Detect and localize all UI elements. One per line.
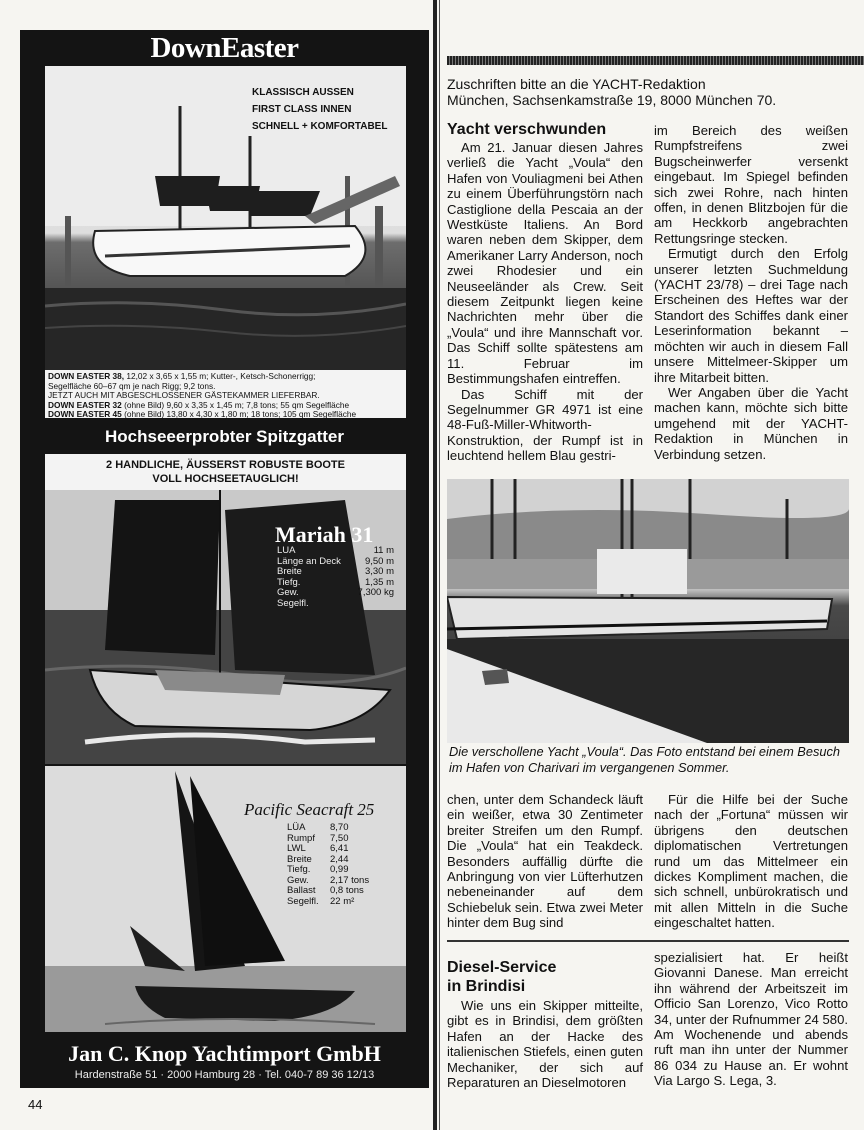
heading-line: Diesel-Service xyxy=(447,959,557,976)
boats-claim-line: 2 HANDLICHE, ÄUSSERST ROBUSTE BOOTE xyxy=(106,459,345,471)
page-number: 44 xyxy=(28,1097,43,1112)
spec-value: 2,44 xyxy=(330,853,349,865)
header-band xyxy=(447,56,864,65)
spec-line: JETZT AUCH MIT ABGESCHLOSSENER GÄSTEKAMMER LIEFERBAR. xyxy=(48,390,320,401)
article-paragraph: Am 21. Januar diesen Jahres verließ die Yacht „Voula“ den Hafen von Vouliagmeni bei Athen zu einem Überführungstörn nach Castiglione della Pescaia an der Westküste Italiens. An Bord waren neben dem Skipper, dem Amerikaner Larry Anderson, noch zwei Rhodesier und ein Neuseeländer als Crew. Seit diesem Zeitpunkt liegen keine Nachrichten mehr über die „Voula“ und ihre Mannschaft vor. Das Schiff sollte spätestens am 11. Februar im Bestimmungshafen eintreffen. xyxy=(447,140,643,387)
spec-value: 9,50 m xyxy=(364,555,394,567)
spec-value: 2,17 tons xyxy=(330,874,370,886)
spec-label: LUA xyxy=(277,545,296,556)
slogan-line: SCHNELL + KOMFORTABEL xyxy=(252,121,388,132)
slogan-line: FIRST CLASS INNEN xyxy=(252,104,352,115)
article-column xyxy=(654,950,848,1089)
ad-title: DownEaster xyxy=(150,32,299,64)
pacific-specs-values xyxy=(330,823,369,907)
article-paragraph: Wer Angaben über die Yacht machen kann, möchte sich bitte umgehend mit der YACHT-Redaktion in München in Verbindung setzen. xyxy=(654,384,848,462)
downeaster-specs xyxy=(45,370,406,418)
article-paragraph: spezialisiert hat. Er heißt Giovanni Danese. Man erreicht ihn während der Arbeitszeit im Officio San Lorenzo, Vico Rotto 34, unter der Rufnummer 24 580. Am Wochenende und abends ruft man ihn unter der Nummer 86 034 zu Hause an. Er wohnt Via Largo S. Lega, 3. xyxy=(654,950,848,1089)
article-column xyxy=(447,998,643,1090)
spec-value: 7,50 xyxy=(330,832,349,844)
pacific-title: Pacific Seacraft 25 xyxy=(244,800,375,819)
spec-line: DOWN EASTER 38, 12,02 x 3,65 x 1,55 m; Kutter-, Ketsch-Schonerrigg; xyxy=(48,371,316,381)
section-divider xyxy=(447,940,849,942)
slogan-line: KLASSISCH AUSSEN xyxy=(252,87,354,98)
mariah-specs-labels xyxy=(277,546,341,609)
spec-line: DOWN EASTER 32 (ohne Bild) 9,60 x 3,35 x 1,45 m; 7,8 tons; 55 qm Segelfläche xyxy=(48,399,350,410)
article-paragraph: chen, unter dem Schandeck läuft ein weißer, etwa 30 Zentimeter breiter Streifen um den Rumpf. Die „Voula“ hat ein Teakdeck. Besonders auffällig dürfte die Anbringung von vier Lüfterhutzen nebeneinander auf dem Schiebeluk sein. Etwa zwei Meter hinter dem Bug sind xyxy=(447,792,643,931)
spec-line: DOWN EASTER 45 (ohne Bild) 13,80 x 4,30 x 1,80 m; 18 tons; 105 qm Segelfläche xyxy=(48,409,357,420)
spec-label: Breite xyxy=(287,853,312,865)
spec-value: 1,35 m xyxy=(364,576,394,588)
spec-label: Tiefg. xyxy=(287,864,311,875)
article-column xyxy=(654,123,848,462)
article-column xyxy=(447,140,643,464)
spec-label: Segelfl. xyxy=(287,895,319,907)
mariah-specs-values xyxy=(340,546,394,599)
spec-value: 0,99 xyxy=(330,864,349,875)
boats-claim-line: VOLL HOCHSEETAUGLICH! xyxy=(152,473,299,485)
page-gutter xyxy=(433,0,437,1130)
spec-label: Ballast xyxy=(287,885,316,896)
spec-line: Segelfläche 60–67 qm je nach Rigg; 9,2 tons. xyxy=(48,380,216,391)
mariah-title: Mariah 31 xyxy=(275,522,374,547)
article-paragraph: Das Schiff mit der Segelnummer GR 4971 ist eine 48-Fuß-Miller-Whitworth-Konstruktion, der Rumpf ist in leuchtend hellem Blau gestri- xyxy=(447,386,643,464)
ad-subtitle: Hochseeerprobter Spitzgatter xyxy=(105,427,344,446)
pacific-specs-labels xyxy=(287,823,319,907)
spec-label: Segelfl. xyxy=(277,597,309,609)
spec-label: Länge an Deck xyxy=(277,555,341,567)
contact-line: Zuschriften bitte an die YACHT-Redaktion xyxy=(447,76,706,92)
article-paragraph: im Bereich des weißen Rumpfstreifens zwei Bugscheinwerfer versenkt eingebaut. Im Spiegel befinden sich zwei Rohre, nach hinten offen, in denen Blitzbojen für die am Heckkorb angebrachten Rettungsringe stecken. xyxy=(654,123,848,246)
ad-boats-claim xyxy=(45,454,406,490)
spec-value: 11 m xyxy=(373,545,394,556)
article-paragraph: Für die Hilfe bei der Suche nach der „Fortuna“ müssen wir übrigens den deutschen diplomatischen Vertretungen rund um das Mittelmeer ein dickes Kompliment machen, die sich schnell, unbürokratisch und mit allen Mitteln in die Suche eingeschaltet hatten. xyxy=(654,792,848,931)
article-paragraph: Ermutigt durch den Erfolg unserer letzten Suchmeldung (YACHT 23/78) – drei Tage nach Erscheinen des Heftes war der Standort des Schiffes dank einer Leserinformation bekannt – möchten wir auch in diesem Fall unsere Mittelmeer-Skipper um ihre Mitarbeit bitten. xyxy=(654,246,848,385)
voula-photo xyxy=(447,479,849,743)
spec-value: 7,300 kg xyxy=(357,587,394,598)
article-heading: Yacht verschwunden xyxy=(447,121,607,138)
article-paragraph: Wie uns ein Skipper mitteilte, gibt es in Brindisi, dem größten Hafen an der Hacke des italienischen Stiefels, einen guten Mechaniker, der sich auf Reparaturen an Dieselmotoren xyxy=(447,998,643,1091)
spec-label: Tiefg. xyxy=(277,576,301,588)
spec-value: 6,41 xyxy=(330,843,349,854)
spec-value: 0,8 tons xyxy=(330,885,364,896)
photo-caption: Die verschollene Yacht „Voula“. Das Foto entstand bei einem Besuch im Hafen von Charivari im vergangenen Sommer. xyxy=(449,744,840,775)
spec-value: 3,30 m xyxy=(364,566,394,577)
spec-label: LWL xyxy=(287,843,306,854)
spec-label: Gew. xyxy=(287,874,309,886)
article-heading xyxy=(447,958,556,996)
spec-label: Breite xyxy=(277,566,302,577)
ad-slogan xyxy=(252,84,387,135)
spec-label: Rumpf xyxy=(287,832,315,844)
article-column xyxy=(654,792,848,931)
spec-value: 22 m² xyxy=(330,895,355,907)
spec-value: 8,70 xyxy=(330,822,349,833)
contact-line: München, Sachsenkamstraße 19, 8000 München 70. xyxy=(447,92,777,108)
spec-label: Gew. xyxy=(277,587,299,598)
heading-line: in Brindisi xyxy=(447,978,526,995)
editorial-contact xyxy=(447,76,864,108)
spec-label: LÜA xyxy=(287,822,306,833)
page-gutter-line xyxy=(439,0,440,1130)
article-column xyxy=(447,792,643,931)
company-address: Hardenstraße 51 · 2000 Hamburg 28 · Tel. 040-7 89 36 12/13 xyxy=(74,1069,375,1081)
company-name: Jan C. Knop Yachtimport GmbH xyxy=(68,1041,381,1066)
harbor-illustration xyxy=(447,479,849,743)
